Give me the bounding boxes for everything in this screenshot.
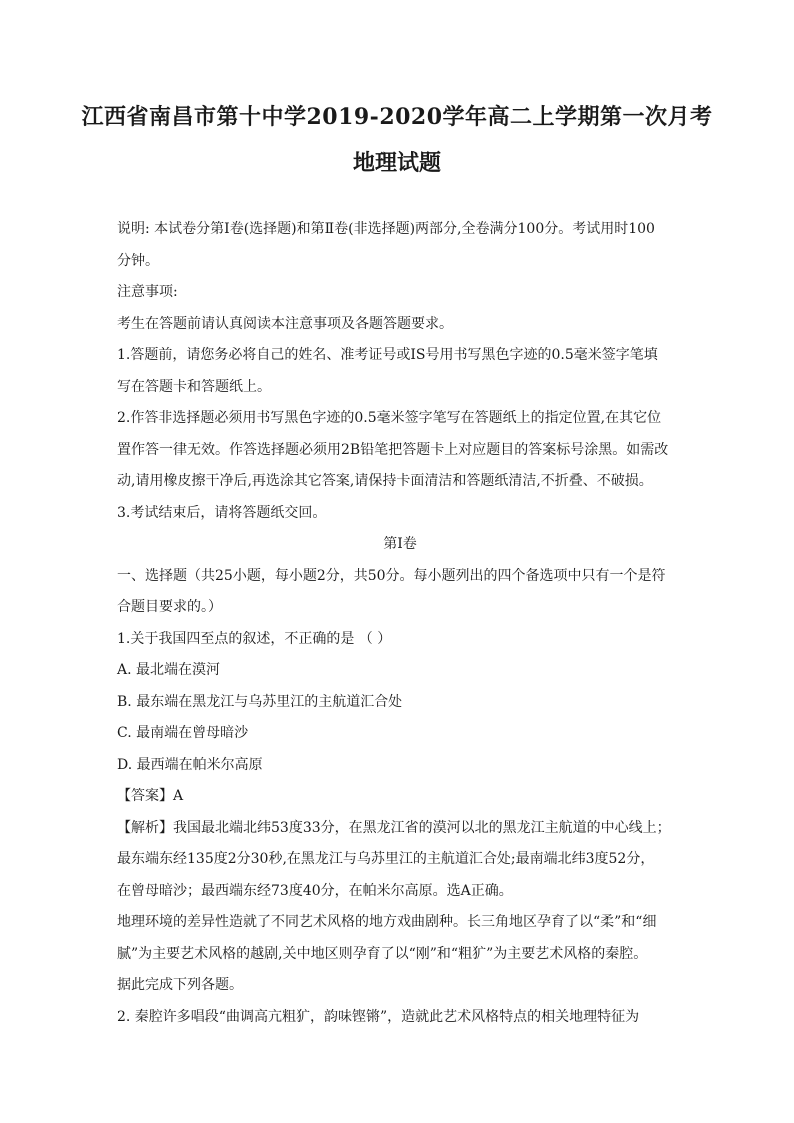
document-subtitle: 地理试题 [352,150,441,176]
notice-item: 2.作答非选择题必须用书写黑色字迹的0.5毫米签字笔写在答题纸上的指定位置,在其它位 [117,410,662,426]
passage-line: 地理环境的差异性造就了不同艺术风格的地方戏曲剧种。长三角地区孕育了以“柔”和“细 [117,914,657,930]
section-intro: 一、选择题（共25小题，每小题2分，共50分。每小题列出的四个备选项中只有一个是符 [117,567,666,584]
section-intro: 合题目要求的。） [117,599,222,615]
question-stem: 1.关于我国四至点的叙述，不正确的是 （ ） [117,630,392,647]
notice-item: 置作答一律无效。作答选择题必须用2B铅笔把答题卡上对应题目的答案标号涂黑。如需改 [117,441,669,458]
question-stem: 2. 秦腔许多唱段“曲调高亢粗犷，韵味铿锵”，造就此艺术风格特点的相关地理特征为 [117,1008,640,1025]
analysis-line: 最东端东经135度2分30秒,在黑龙江与乌苏里江的主航道汇合处;最南端北纬3度52分， [117,851,655,867]
notice-item: 写在答题卡和答题纸上。 [117,378,271,395]
document-title: 江西省南昌市第十中学2019-2020学年高二上学期第一次月考 [81,104,713,130]
notice-line: 考生在答题前请认真阅读本注意事项及各题答题要求。 [117,315,453,332]
section-heading: 第Ⅰ卷 [383,536,417,552]
notice-item: 动,请用橡皮擦干净后,再选涂其它答案,请保持卡面清洁和答题纸清洁,不折叠、不破损。 [117,473,653,489]
passage-line: 腻”为主要艺术风格的越剧,关中地区则孕育了以“刚”和“粗犷”为主要艺术风格的秦腔。 [117,945,648,962]
instructions-line: 说明: 本试卷分第Ⅰ卷(选择题)和第Ⅱ卷(非选择题)两部分,全卷满分100分。考试用时100 [117,221,655,237]
notice-item: 1.答题前，请您务必将自己的姓名、准考证号或IS号用书写黑色字迹的0.5毫米签字笔填 [117,347,658,363]
notice-heading: 注意事项: [117,284,178,300]
passage-line: 据此完成下列各题。 [117,977,243,993]
option-d: D. 最西端在帕米尔高原 [117,756,263,773]
option-b: B. 最东端在黑龙江与乌苏里江的主航道汇合处 [117,693,403,710]
option-c: C. 最南端在曾母暗沙 [117,725,249,741]
notice-item: 3.考试结束后，请将答题纸交回。 [117,504,327,521]
analysis-line: 在曾母暗沙；最西端东经73度40分，在帕米尔高原。选A正确。 [117,882,513,899]
answer-line: 【答案】A [117,788,184,804]
option-a: A. 最北端在漠河 [117,662,221,678]
analysis-line: 【解析】我国最北端北纬53度33分，在黑龙江省的漠河以北的黑龙江主航道的中心线上； [117,819,671,836]
instructions-line: 分钟。 [117,252,159,269]
document-body [117,214,683,1033]
